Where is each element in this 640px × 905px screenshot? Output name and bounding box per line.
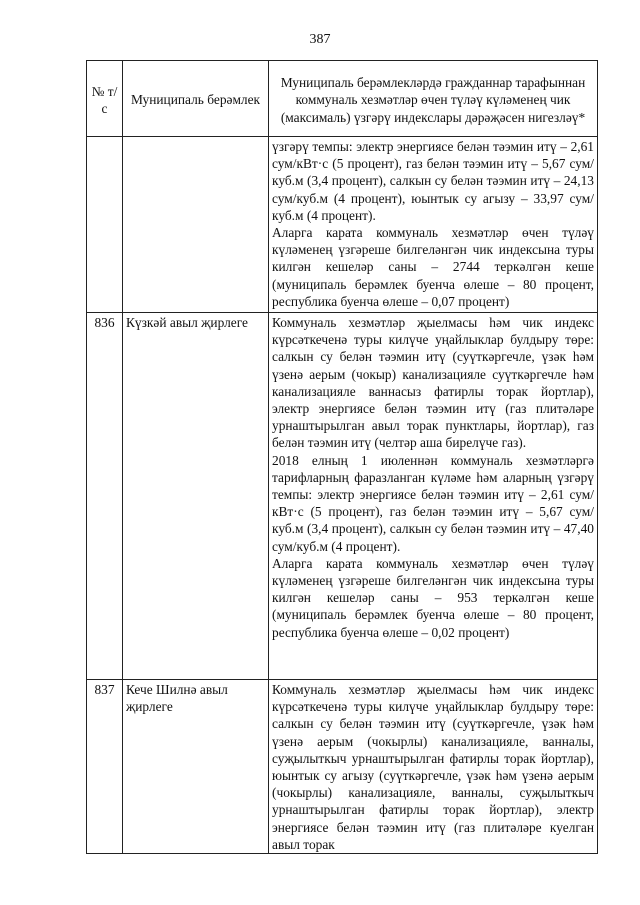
row-description	[269, 137, 598, 313]
table-row	[87, 313, 598, 680]
row-paragraph: Аларга карата коммуналь хезмәтләр өчен түләү күләменең үзгәреше билгеләнгән чик индексына туры килгән кешеләр саны – 953 теркәлгән кеше (муниципаль берәмлек буенча өлеше – 80 процент, республика буенча өлеше – 0,02 процент)	[272, 555, 594, 640]
row-municipality: Кече Шилнә авыл җирлеге	[123, 680, 269, 854]
header-municipality: Муниципаль берәмлек	[123, 61, 269, 137]
row-municipality: Күзкәй авыл җирлеге	[123, 313, 269, 680]
row-paragraph: Коммуналь хезмәтләр җыелмасы һәм чик индекс күрсәткеченә туры килүче уңайлыклар булдыру төре: салкын су белән тәэмин итү (суүткәргечле, үзәк һәм үзенә аерым (чокырлы) канализацияле, ванналы, суҗылыткыч урнаштырылган фатирлы торак йортлар), юынтык су агызу (суүткәргечле, үзәк һәм үзенә аерым (чокырлы) канализацияле, ванналы, суҗылыткыч урнаштырылган фатирлы торак йортлар), электр энергиясе белән тәэмин итү (газ плитәләре куелган авыл торак	[272, 682, 594, 852]
row-municipality	[123, 137, 269, 313]
table-header-row	[87, 61, 598, 137]
row-number	[87, 137, 123, 313]
page-number: 387	[309, 32, 331, 47]
row-paragraph: 2018 елның 1 июленнән коммуналь хезмәтләргә тарифларның фаразланган күләме һәм аларның үзгәрү темпы: электр энергиясе белән тәэмин итү – 2,61 сум/кВт·с (5 процент), газ белән тәэмин итү – 5,67 сум/куб.м (3,4 процент), салкын су белән тәэмин итү – 47,40 сум/куб.м (4 процент).	[272, 452, 594, 554]
row-description	[269, 680, 598, 854]
municipal-index-table	[86, 60, 598, 854]
table-row	[87, 680, 598, 854]
row-paragraph: Аларга карата коммуналь хезмәтләр өчен түләү күләменең үзгәреше билгеләнгән чик индексына туры килгән кешеләр саны – 2744 теркәлгән кеше (муниципаль берәмлек буенча өлеше – 80 процент, республика буенча өлеше – 0,07 процент)	[272, 225, 594, 309]
table-row	[87, 137, 598, 313]
row-number: 837	[87, 680, 123, 854]
row-number: 836	[87, 313, 123, 680]
header-number: № т/с	[87, 61, 123, 137]
row-paragraph: үзгәрү темпы: электр энергиясе белән тәэмин итү – 2,61 сум/кВт·с (5 процент), газ белән тәэмин итү – 5,67 сум/куб.м (3,4 процент), салкын су белән тәэмин итү – 24,13 сум/куб.м (4 процент), юынтык су агызу – 33,97 сум/куб.м (4 процент).	[272, 139, 594, 223]
row-paragraph: Коммуналь хезмәтләр җыелмасы һәм чик индекс күрсәткеченә туры килүче уңайлыклар булдыру төре: салкын су белән тәэмин итү (суүткәргечле, үзәк һәм үзенә аерым (чокыр) канализацияле суүткәргечле һәм канализацияле ваннасыз фатирлы торак йортлар), электр энергиясе белән тәэмин итү (газ плитәләре урнаштырылган авыл торак пунктлары, йортлар), газ белән тәэмин итү (челтәр аша бирелүче газ).	[272, 315, 594, 451]
row-description	[269, 313, 598, 680]
header-description: Муниципаль берәмлекләрдә гражданнар тарафыннан коммуналь хезмәтләр өчен түләү күләменең чик (максималь) үзгәрү индекслары дәрәҗәсен нигезләү*	[269, 61, 598, 137]
